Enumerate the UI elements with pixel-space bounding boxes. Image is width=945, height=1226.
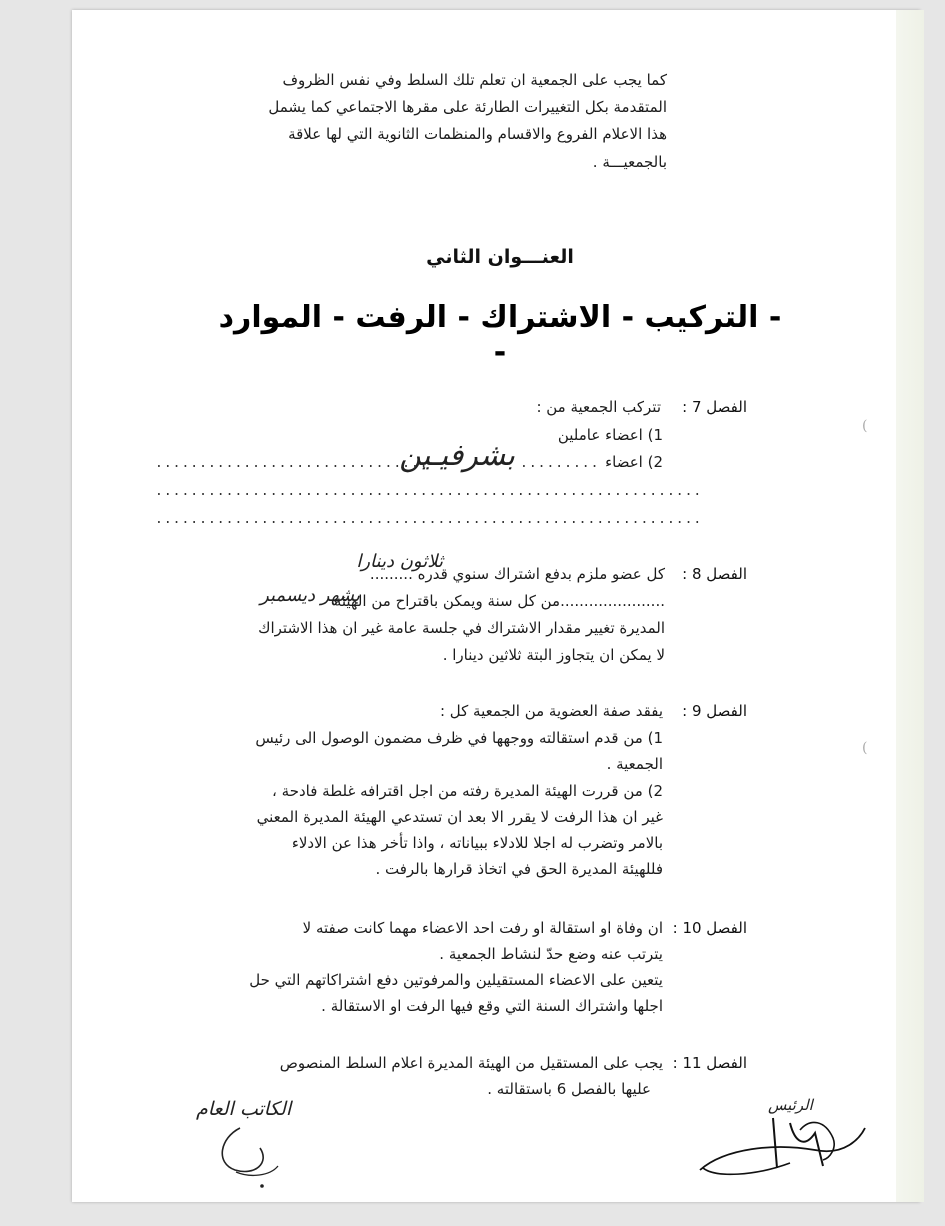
secretary-signature-label: الكاتب العام (196, 1098, 292, 1120)
article-8-line-2: ......................من كل سنة ويمكن باقتراح من الهيئة (333, 592, 665, 610)
secretary-signature (200, 1118, 320, 1198)
article-11-label: الفصل 11 : (672, 1054, 747, 1072)
article-7-intro: تتركب الجمعية من : (536, 398, 661, 416)
article-9-line-4: 2) من قررت الهيئة المديرة رفته من اجل اقترافه غلطة فادحة ، (272, 782, 663, 800)
article-9-line-7: فللهيئة المديرة الحق في اتخاذ قرارها بالرفت . (375, 860, 663, 878)
article-7-dotted-line-2: .............................................................. (155, 484, 703, 499)
article-8-handwritten-month: بشهر ديسمبر (260, 585, 360, 606)
article-7-dotted-fill: ......... (520, 456, 600, 471)
margin-mark-1: ( (862, 418, 868, 434)
section-title: - التركيب - الاشتراك - الرفت - الموارد - (218, 300, 782, 370)
article-8-line-1: كل عضو ملزم بدفع اشتراك سنوي قدره ......... (369, 565, 665, 583)
intro-paragraph (127, 66, 667, 176)
article-8-label: الفصل 8 : (682, 565, 747, 583)
article-9-line-2: 1) من قدم استقالته ووجهها في ظرف مضمون الوصول الى رئيس (255, 729, 663, 747)
president-signature (695, 1108, 875, 1188)
intro-line-1: كما يجب على الجمعية ان تعلم تلك السلط وفي نفس الظروف (282, 71, 667, 89)
article-8-paragraph (145, 565, 665, 675)
article-9-line-5: غير ان هذا الرفت لا يقرر الا بعد ان تستدعي الهيئة المديرة المعني (256, 808, 663, 826)
intro-line-3: هذا الاعلام الفروع والاقسام والمنظمات الثانوية التي لها علاقة (288, 125, 667, 143)
intro-line-2: المتقدمة بكل التغييرات الطارئة على مقرها الاجتماعي كما يشمل (268, 98, 667, 116)
article-10-line-4: اجلها واشتراك السنة التي وقع فيها الرفت او الاستقالة . (321, 997, 663, 1015)
article-7-label: الفصل 7 : (682, 398, 747, 416)
article-7-item-2: 2) اعضاء (605, 453, 663, 471)
article-10-line-1: ان وفاة او استقالة او رفت احد الاعضاء مهما كانت صفته لا (302, 919, 663, 937)
article-8-line-3: المديرة تغيير مقدار الاشتراك في جلسة عامة غير ان هذا الاشتراك (258, 619, 665, 637)
article-9-paragraph (143, 702, 663, 892)
president-signature-label: الرئيس (768, 1096, 813, 1114)
article-9-line-1: يفقد صفة العضوية من الجمعية كل : (439, 702, 663, 720)
article-10-line-3: يتعين على الاعضاء المستقيلين والمرفوتين دفع اشتراكاتهم التي حل (249, 971, 663, 989)
article-10-label: الفصل 10 : (672, 919, 747, 937)
article-9-label: الفصل 9 : (682, 702, 747, 720)
article-9-line-6: بالامر وتضرب له اجلا للادلاء ببياناته ، واذا تأخر هذا عن الادلاء (291, 834, 663, 852)
section-subtitle: العنـــوان الثاني (426, 246, 574, 268)
page-edge (896, 10, 924, 1202)
intro-line-4: بالجمعيـــة . (592, 153, 667, 171)
article-7-dotted-line-1: ............................... (155, 456, 429, 471)
article-7-dotted-line-3: .............................................................. (155, 512, 703, 527)
article-9-line-3: الجمعية . (606, 755, 663, 773)
article-11-line-2: عليها بالفصل 6 باستقالته . (487, 1080, 651, 1098)
margin-mark-2: ( (862, 740, 868, 756)
article-7-handwritten-fill: بشرفيـين (399, 438, 515, 473)
article-11-line-1: يجب على المستقيل من الهيئة المديرة اعلام السلط المنصوص (279, 1054, 663, 1072)
article-7-item-1: 1) اعضاء عاملين (557, 426, 663, 444)
article-10-paragraph (143, 919, 663, 1029)
article-10-line-2: يترتب عنه وضع حدّ لنشاط الجمعية . (439, 945, 663, 963)
article-8-handwritten-amount: ثلاثون دينارا (356, 551, 443, 572)
article-8-line-4: لا يمكن ان يتجاوز البتة ثلاثين دينارا . (442, 646, 665, 664)
